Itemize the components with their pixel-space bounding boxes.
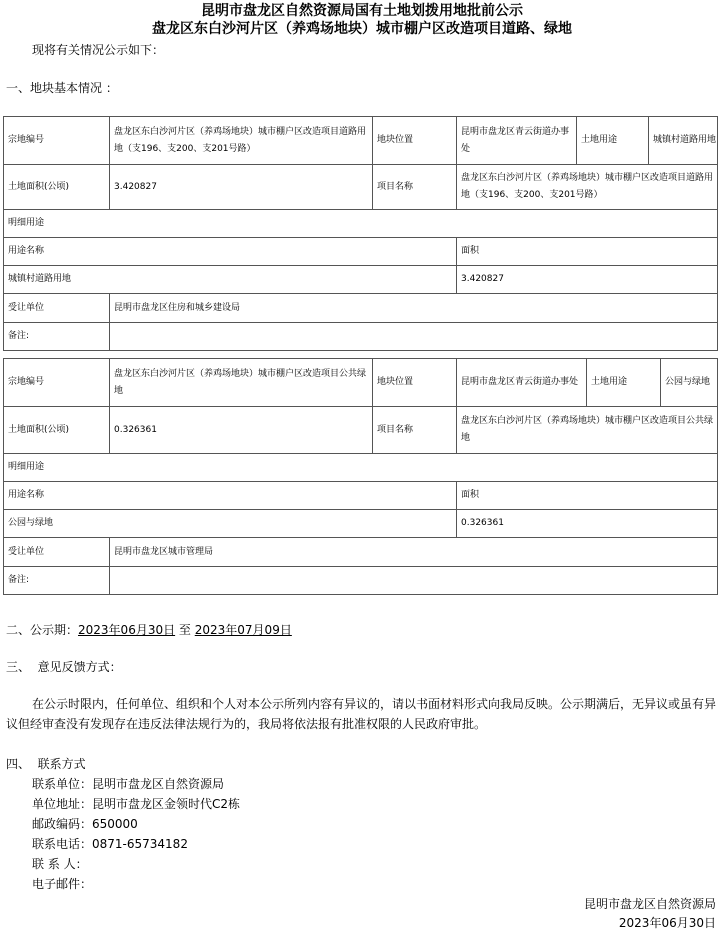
project-name-label: 项目名称 xyxy=(373,165,457,210)
parcel-code-label: 宗地编号 xyxy=(4,359,110,407)
remark-value xyxy=(110,567,718,595)
location-label: 地块位置 xyxy=(373,117,457,165)
contact-person: 联 系 人： xyxy=(32,857,88,871)
project-name-value: 盘龙区东白沙河片区（养鸡场地块）城市棚户区改造项目公共绿地 xyxy=(457,407,718,454)
publicity-period-separator: 至 xyxy=(175,623,195,637)
issuer-name: 昆明市盘龙区自然资源局 xyxy=(583,897,716,911)
issue-date: 2023年06月30日 xyxy=(618,916,716,930)
area-value: 0.326361 xyxy=(110,407,373,454)
intro-text: 现将有关情况公示如下： xyxy=(32,43,165,57)
parcel-code-value: 盘龙区东白沙河片区（养鸡场地块）城市棚户区改造项目公共绿地 xyxy=(110,359,373,407)
publicity-period-prefix: 二、公示期： xyxy=(6,623,79,637)
contact-address: 单位地址：昆明市盘龙区金领时代C2栋 xyxy=(32,797,241,811)
document-title-line1: 昆明市盘龙区自然资源局国有土地划拨用地批前公示 xyxy=(201,3,523,19)
recipient-value: 昆明市盘龙区住房和城乡建设局 xyxy=(110,294,718,323)
section3-heading: 三、 意见反馈方式： xyxy=(6,660,122,674)
publicity-period xyxy=(6,622,292,638)
contact-email: 电子邮件： xyxy=(32,877,93,891)
parcel-table-2 xyxy=(3,358,718,595)
contact-phone: 联系电话：0871-65734182 xyxy=(32,837,188,851)
location-label: 地块位置 xyxy=(373,359,457,407)
detail-area-value: 0.326361 xyxy=(457,510,718,538)
detail-use-label: 明细用途 xyxy=(4,454,718,482)
detail-area-value: 3.420827 xyxy=(457,266,718,294)
contact-postcode: 邮政编码：650000 xyxy=(32,817,138,831)
detail-use-value: 公园与绿地 xyxy=(4,510,457,538)
detail-area-header: 面积 xyxy=(457,238,718,266)
section4-heading: 四、 联系方式 xyxy=(6,757,86,771)
parcel-code-value: 盘龙区东白沙河片区（养鸡场地块）城市棚户区改造项目道路用地（支196、支200、支201号路） xyxy=(110,117,373,165)
document-title-line2: 盘龙区东白沙河片区（养鸡场地块）城市棚户区改造项目道路、绿地 xyxy=(152,21,572,37)
land-use-label: 土地用途 xyxy=(577,117,649,165)
publicity-start-date: 2023年06月30日 xyxy=(78,623,176,637)
area-value: 3.420827 xyxy=(110,165,373,210)
feedback-paragraph: 在公示时限内，任何单位、组织和个人对本公示所列内容有异议的，请以书面材料形式向我局反映。公示期满后，无异议或虽有异议但经审查没有发现存在违反法律法规行为的，我局将依法报有批准权限的人民政府审批。 xyxy=(6,697,717,731)
publicity-end-date: 2023年07月09日 xyxy=(194,623,292,637)
parcel-code-label: 宗地编号 xyxy=(4,117,110,165)
land-use-value: 城镇村道路用地 xyxy=(649,117,718,165)
land-use-value: 公园与绿地 xyxy=(661,359,718,407)
remark-value xyxy=(110,323,718,351)
remark-label: 备注: xyxy=(4,323,110,351)
parcel-table-1 xyxy=(3,116,718,351)
remark-label: 备注: xyxy=(4,567,110,595)
detail-use-header: 用途名称 xyxy=(4,482,457,510)
recipient-label: 受让单位 xyxy=(4,294,110,323)
section1-heading: 一、地块基本情况 ： xyxy=(6,81,118,95)
detail-use-value: 城镇村道路用地 xyxy=(4,266,457,294)
contact-unit: 联系单位：昆明市盘龙区自然资源局 xyxy=(32,777,225,791)
location-value: 昆明市盘龙区青云街道办事处 xyxy=(457,359,587,407)
detail-use-label: 明细用途 xyxy=(4,210,718,238)
area-label: 土地面积(公顷) xyxy=(4,407,110,454)
detail-area-header: 面积 xyxy=(457,482,718,510)
recipient-label: 受让单位 xyxy=(4,538,110,567)
area-label: 土地面积(公顷) xyxy=(4,165,110,210)
recipient-value: 昆明市盘龙区城市管理局 xyxy=(110,538,718,567)
location-value: 昆明市盘龙区青云街道办事处 xyxy=(457,117,577,165)
detail-use-header: 用途名称 xyxy=(4,238,457,266)
project-name-value: 盘龙区东白沙河片区（养鸡场地块）城市棚户区改造项目道路用地（支196、支200、支201号路） xyxy=(457,165,718,210)
project-name-label: 项目名称 xyxy=(373,407,457,454)
land-use-label: 土地用途 xyxy=(587,359,661,407)
